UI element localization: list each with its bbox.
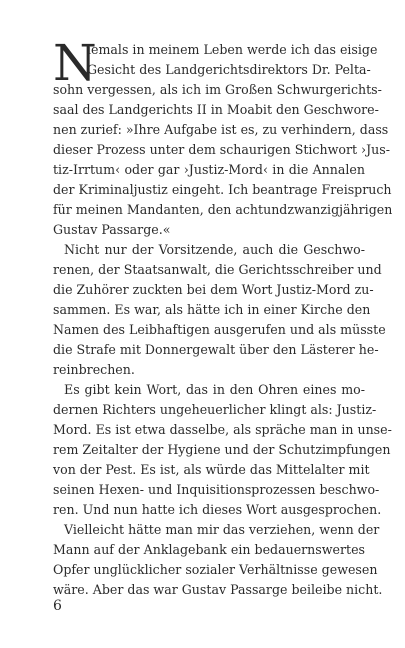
text-line: dieser Prozess unter dem schaurigen Stichwort ›Jus- xyxy=(53,142,390,157)
text-line: Opfer unglücklicher sozialer Verhältnisse gewesen xyxy=(53,562,378,577)
text-line: iemals in meinem Leben werde ich das eisige xyxy=(87,42,378,57)
text-line: Gesicht des Landgerichtsdirektors Dr. Pelta- xyxy=(87,62,371,77)
paragraph-3 xyxy=(53,380,392,520)
text-line: Gustav Passarge.« xyxy=(53,222,171,237)
text-line: Vielleicht hätte man mir das verziehen, wenn der xyxy=(64,522,380,537)
text-line: Mann auf der Anklagebank ein bedauernswertes xyxy=(53,542,365,557)
text-line: sohn vergessen, als ich im Großen Schwurgerichts- xyxy=(53,82,382,97)
text-line: Namen des Leibhaftigen ausgerufen und als müsste xyxy=(53,322,386,337)
paragraph-4 xyxy=(53,520,383,600)
text-line: rem Zeitalter der Hygiene und der Schutzimpfungen xyxy=(53,442,391,457)
text-line: für meinen Mandanten, den achtundzwanzigjährigen xyxy=(53,202,393,217)
paragraph-1 xyxy=(53,80,393,240)
body-text xyxy=(53,34,393,600)
text-line: Es gibt kein Wort, das in den Ohren eines mo- xyxy=(64,382,365,397)
text-line: seinen Hexen- und Inquisitionsprozessen beschwo- xyxy=(53,482,380,497)
text-line: ren. Und nun hatte ich dieses Wort ausgesprochen. xyxy=(53,502,382,517)
text-line: Nicht nur der Vorsitzende, auch die Geschwo- xyxy=(64,242,365,257)
text-line: die Zuhörer zuckten bei dem Wort Justiz-Mord zu- xyxy=(53,282,374,297)
text-line: die Strafe mit Donnergewalt über den Lästerer he- xyxy=(53,342,379,357)
text-line: saal des Landgerichts II in Moabit den Geschwore- xyxy=(53,102,379,117)
text-line: tiz-Irrtum‹ oder gar ›Justiz-Mord‹ in die Annalen xyxy=(53,162,365,177)
text-line: reinbrechen. xyxy=(53,362,135,377)
paragraph-2 xyxy=(53,240,386,380)
text-line: nen zurief: »Ihre Aufgabe ist es, zu verhindern, dass xyxy=(53,122,389,137)
text-line: dernen Richters ungeheuerlicher klingt als: Justiz- xyxy=(53,402,377,417)
paragraph-1-dropcap-lines xyxy=(53,40,378,80)
text-line: renen, der Staatsanwalt, die Gerichtsschreiber und xyxy=(53,262,382,277)
text-line: der Kriminaljustiz eingeht. Ich beantrage Freispruch xyxy=(53,182,392,197)
text-line: Mord. Es ist etwa dasselbe, als spräche man in unse- xyxy=(53,422,392,437)
text-line: wäre. Aber das war Gustav Passarge beileibe nicht. xyxy=(53,582,383,597)
text-line: sammen. Es war, als hätte ich in einer Kirche den xyxy=(53,302,371,317)
text-line: von der Pest. Es ist, als würde das Mittelalter mit xyxy=(53,462,370,477)
drop-cap: N xyxy=(53,34,97,92)
page-number: 6 xyxy=(53,598,62,614)
